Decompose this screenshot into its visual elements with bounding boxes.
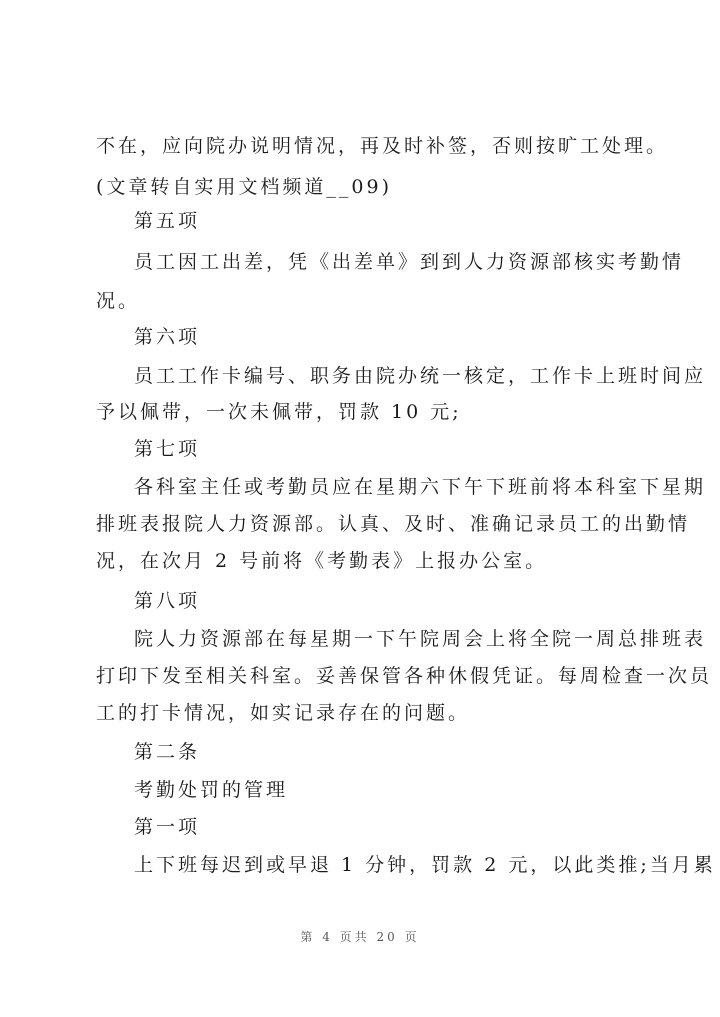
section-heading: 第一项: [134, 816, 201, 838]
text-line: 各科室主任或考勤员应在星期六下午下班前将本科室下星期: [134, 476, 707, 498]
text-line: 员工因工出差，凭《出差单》到到人力资源部核实考勤情: [134, 251, 685, 273]
text-line: 况。: [96, 290, 141, 312]
text-line: 排班表报院人力资源部。认真、及时、准确记录员工的出勤情: [96, 513, 691, 535]
section-heading: 考勤处罚的管理: [134, 779, 289, 801]
section-heading: 第七项: [134, 438, 201, 460]
page-number-footer: 第 4 页共 20 页: [300, 930, 420, 944]
text-line: 员工工作卡编号、职务由院办统一核定，工作卡上班时间应: [134, 365, 707, 387]
section-heading: 第六项: [134, 326, 201, 348]
section-heading: 第八项: [134, 590, 201, 612]
text-line: 打印下发至相关科室。妥善保管各种休假凭证。每周检查一次员: [96, 665, 713, 687]
text-line: 不在，应向院办说明情况，再及时补签，否则按旷工处理。: [96, 135, 669, 157]
text-line: 予以佩带，一次未佩带，罚款 10 元;: [96, 401, 462, 423]
text-line: 况，在次月 2 号前将《考勤表》上报办公室。: [96, 550, 548, 572]
text-line: 工的打卡情况，如实记录存在的问题。: [96, 702, 471, 724]
text-line: 上下班每迟到或早退 1 分钟，罚款 2 元，以此类推;当月累: [134, 854, 716, 876]
text-line: 院人力资源部在每星期一下午院周会上将全院一周总排班表: [134, 628, 707, 650]
text-line: (文章转自实用文档频道__09): [96, 176, 393, 198]
section-heading: 第五项: [134, 210, 201, 232]
section-heading: 第二条: [134, 741, 201, 763]
